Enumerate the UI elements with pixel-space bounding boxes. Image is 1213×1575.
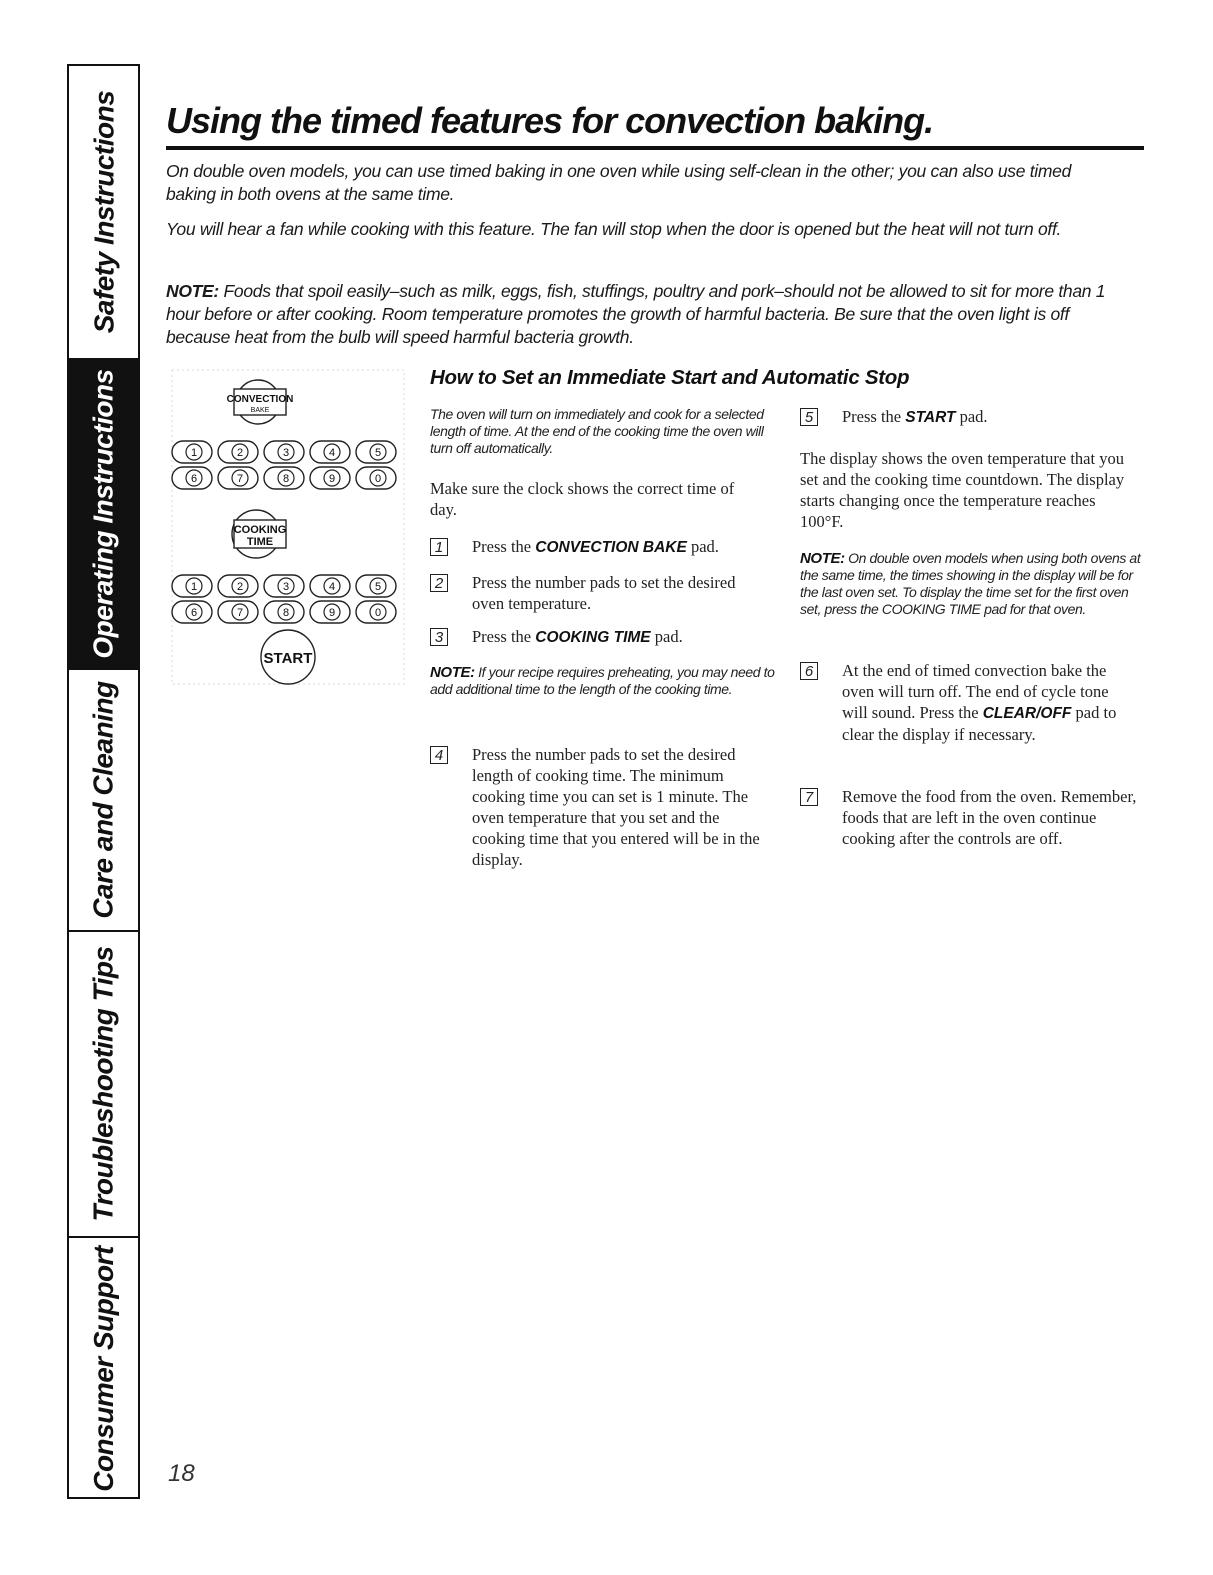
clear-off-pad-name: CLEAR/OFF <box>982 705 1072 722</box>
step-number-6: 6 <box>800 662 818 680</box>
number-pad-key-6 <box>172 601 212 623</box>
step-number-5: 5 <box>800 408 818 426</box>
number-pad-key-label: 3 <box>282 581 290 593</box>
convection-pad-sublabel: BAKE <box>250 407 270 414</box>
number-pad-key-label: 2 <box>236 581 244 593</box>
step-3 <box>430 626 780 648</box>
number-pad-key-label: 9 <box>328 473 336 485</box>
number-pad-key-label: 9 <box>328 607 336 619</box>
number-pad-key-label: 1 <box>190 581 198 593</box>
step-number-7: 7 <box>800 788 818 806</box>
tab-label: Operating Instructions <box>88 369 119 659</box>
number-pad-key-9 <box>310 601 350 623</box>
number-pad-row-bottom-2 <box>172 601 396 623</box>
step-number-1: 1 <box>430 538 448 556</box>
step-3-text-end: pad. <box>650 627 683 646</box>
number-pad-key-4 <box>310 441 350 463</box>
tab-operating-instructions[interactable] <box>69 358 139 668</box>
number-pad-key-label: 4 <box>328 447 336 459</box>
step-5 <box>800 406 1130 428</box>
number-pad-key-label: 0 <box>374 607 382 619</box>
number-pad-row-top-1 <box>172 441 396 463</box>
step-7 <box>800 786 1140 849</box>
number-pad-key-8 <box>264 601 304 623</box>
note-label: NOTE: <box>800 550 845 567</box>
note-text: Foods that spoil easily–such as milk, eggs, fish, stuffings, poultry and pork–should not be allowed to sit for more than 1 hour before or after cooking. Room temperature promotes the growth of harmful bacteria. Be sure that the oven light is off because heat from the bulb will speed harmful bacteria growth. <box>166 281 1106 347</box>
display-description: The display shows the oven temperature that you set and the cooking time countdown. The display starts changing once the temperature reaches 100°F. <box>800 449 1125 531</box>
number-pad-key-label: 6 <box>190 607 198 619</box>
step-6-text: At the end of timed convection bake the oven will turn off. The end of cycle tone will sound. Press the <box>842 661 1109 722</box>
number-pad-key-5 <box>356 575 396 597</box>
note-text: If your recipe requires preheating, you may need to add additional time to the length of the cooking time. <box>430 664 775 697</box>
step-2 <box>430 572 770 614</box>
note-text: On double oven models when using both ovens at the same time, the times showing in the display will be for the last oven set. To display the time set for the first oven set, press the COOKING TIME pad for that oven. <box>800 550 1141 617</box>
page-title: Using the timed features for convection baking. <box>166 100 934 141</box>
number-pad-key-3 <box>264 575 304 597</box>
start-pad <box>261 630 315 684</box>
number-pad-key-label: 4 <box>328 581 336 593</box>
step-number-3: 3 <box>430 628 448 646</box>
page-number: 18 <box>168 1460 195 1487</box>
number-pad-key-4 <box>310 575 350 597</box>
step-number-2: 2 <box>430 574 448 592</box>
number-pad-key-label: 8 <box>282 473 290 485</box>
number-pad-key-label: 2 <box>236 447 244 459</box>
cooking-time-pad-name: COOKING TIME <box>535 629 651 646</box>
number-pad-key-label: 6 <box>190 473 198 485</box>
cooking-time-pad-label: COOKING <box>233 524 287 536</box>
start-pad-label: START <box>263 650 313 667</box>
number-pad-key-7 <box>218 601 258 623</box>
note-double-oven <box>800 550 1145 618</box>
step-6-text-end: pad to clear the display if necessary. <box>842 703 1117 744</box>
tab-care-and-cleaning[interactable] <box>69 668 139 930</box>
keypad-illustration <box>170 368 406 686</box>
note-label: NOTE: <box>166 281 219 301</box>
number-pad-key-7 <box>218 467 258 489</box>
section-lead: The oven will turn on immediately and cook for a selected length of time. At the end of the cooking time the oven will turn off automatically. <box>430 406 764 456</box>
number-pad-key-0 <box>356 601 396 623</box>
section-tab-bar <box>67 64 139 1499</box>
number-pad-key-8 <box>264 467 304 489</box>
number-pad-key-9 <box>310 467 350 489</box>
step-1-text: Press the <box>472 537 536 556</box>
number-pad-key-label: 0 <box>374 473 382 485</box>
intro-paragraph-1: On double oven models, you can use timed baking in one oven while using self-clean in the other; you can also use timed baking in both ovens at the same time. <box>166 161 1072 204</box>
tab-consumer-support[interactable] <box>69 1236 139 1499</box>
number-pad-key-1 <box>172 441 212 463</box>
step-4 <box>430 744 775 870</box>
number-pad-key-label: 5 <box>374 447 382 459</box>
convection-pad-label: CONVECTION <box>226 394 294 405</box>
step-4-text: Press the number pads to set the desired length of cooking time. The minimum cooking time you can set is 1 minute. The oven temperature that you set and the cooking time that you entered will be in the display. <box>472 745 760 869</box>
start-pad-name: START <box>905 409 956 426</box>
tab-safety-instructions[interactable] <box>69 66 139 358</box>
step-1-text-end: pad. <box>686 537 719 556</box>
step-1 <box>430 536 780 558</box>
number-pad-key-2 <box>218 575 258 597</box>
step-5-text: Press the <box>842 407 906 426</box>
sidebar-divider <box>138 64 140 1499</box>
step-3-text: Press the <box>472 627 536 646</box>
number-pad-key-0 <box>356 467 396 489</box>
step-7-text: Remove the food from the oven. Remember, foods that are left in the oven continue cooking after the controls are off. <box>842 787 1137 848</box>
number-pad-row-bottom-1 <box>172 575 396 597</box>
number-pad-key-label: 7 <box>236 607 244 619</box>
intro-note <box>166 280 1106 349</box>
number-pad-key-5 <box>356 441 396 463</box>
number-pad-key-label: 8 <box>282 607 290 619</box>
clock-instruction: Make sure the clock shows the correct time of day. <box>430 479 735 519</box>
tab-label: Care and Cleaning <box>88 681 119 919</box>
title-underline <box>166 146 1144 150</box>
tab-label: Consumer Support <box>88 1245 119 1492</box>
number-pad-key-6 <box>172 467 212 489</box>
section-heading: How to Set an Immediate Start and Automatic Stop <box>430 366 910 389</box>
number-pad-key-2 <box>218 441 258 463</box>
convection-bake-pad-name: CONVECTION BAKE <box>535 539 687 556</box>
number-pad-key-label: 1 <box>190 447 198 459</box>
step-6 <box>800 660 1140 745</box>
tab-label: Troubleshooting Tips <box>88 946 119 1222</box>
tab-label: Safety Instructions <box>88 90 119 334</box>
step-5-text-end: pad. <box>955 407 988 426</box>
intro-paragraph-2: You will hear a fan while cooking with this feature. The fan will stop when the door is opened but the heat will not turn off. <box>166 219 1062 239</box>
number-pad-key-label: 7 <box>236 473 244 485</box>
note-label: NOTE: <box>430 664 475 681</box>
tab-troubleshooting-tips[interactable] <box>69 930 139 1236</box>
number-pad-row-top-2 <box>172 467 396 489</box>
step-number-4: 4 <box>430 746 448 764</box>
step-2-text: Press the number pads to set the desired oven temperature. <box>472 573 736 613</box>
note-preheating <box>430 664 780 698</box>
number-pad-key-1 <box>172 575 212 597</box>
cooking-time-pad-sublabel: TIME <box>246 536 274 548</box>
number-pad-key-label: 3 <box>282 447 290 459</box>
number-pad-key-label: 5 <box>374 581 382 593</box>
number-pad-key-3 <box>264 441 304 463</box>
